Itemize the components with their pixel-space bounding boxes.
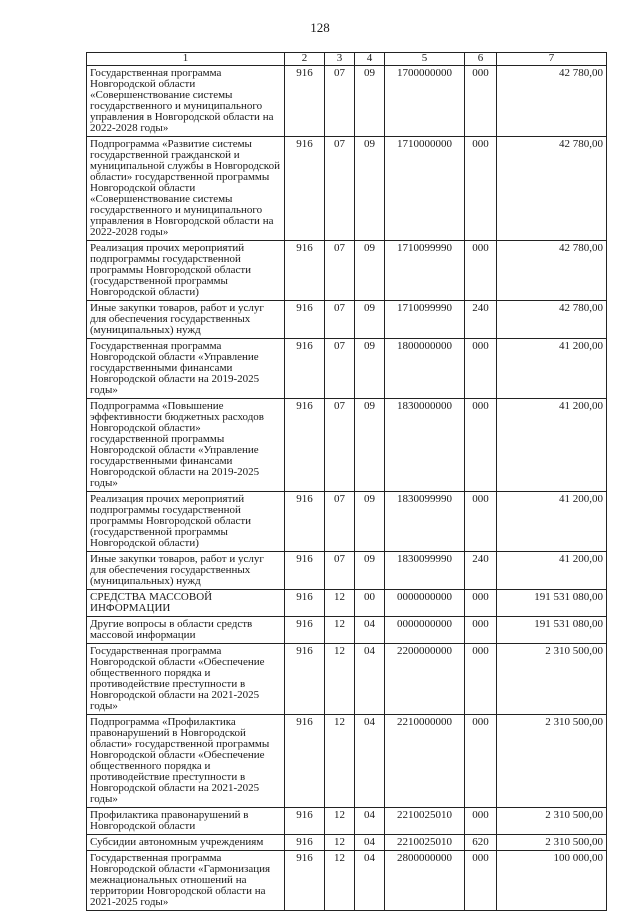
row-section-cell: 12 bbox=[325, 644, 355, 715]
row-name-cell: Другие вопросы в области средств массовой информации bbox=[87, 617, 285, 644]
row-name-cell: Иные закупки товаров, работ и услуг для обеспечения государственных (муниципальных) нужд bbox=[87, 301, 285, 339]
row-target-article-cell: 1710000000 bbox=[385, 137, 465, 241]
row-name-cell: СРЕДСТВА МАССОВОЙ ИНФОРМАЦИИ bbox=[87, 590, 285, 617]
row-subsection-cell: 09 bbox=[355, 492, 385, 552]
row-name-cell: Субсидии автономным учреждениям bbox=[87, 835, 285, 851]
row-target-article-cell: 1710099990 bbox=[385, 301, 465, 339]
table-row bbox=[87, 808, 607, 835]
row-target-article-cell: 2800000000 bbox=[385, 851, 465, 911]
row-section-cell: 07 bbox=[325, 137, 355, 241]
row-section-cell: 12 bbox=[325, 715, 355, 808]
row-ministry-code-cell: 916 bbox=[285, 590, 325, 617]
row-ministry-code-cell: 916 bbox=[285, 399, 325, 492]
row-section-cell: 07 bbox=[325, 339, 355, 399]
row-amount-cell: 41 200,00 bbox=[497, 492, 607, 552]
table-row bbox=[87, 644, 607, 715]
row-name-cell: Реализация прочих мероприятий подпрограммы государственной программы Новгородской области (государственной программы Новгородской области) bbox=[87, 241, 285, 301]
row-amount-cell: 41 200,00 bbox=[497, 552, 607, 590]
row-expense-type-cell: 000 bbox=[465, 66, 497, 137]
row-subsection-cell: 09 bbox=[355, 241, 385, 301]
row-target-article-cell: 2210025010 bbox=[385, 808, 465, 835]
row-name-cell: Профилактика правонарушений в Новгородской области bbox=[87, 808, 285, 835]
row-ministry-code-cell: 916 bbox=[285, 715, 325, 808]
row-target-article-cell: 2210025010 bbox=[385, 835, 465, 851]
row-expense-type-cell: 000 bbox=[465, 339, 497, 399]
table-row bbox=[87, 590, 607, 617]
row-ministry-code-cell: 916 bbox=[285, 301, 325, 339]
row-section-cell: 07 bbox=[325, 66, 355, 137]
row-expense-type-cell: 000 bbox=[465, 808, 497, 835]
row-expense-type-cell: 000 bbox=[465, 492, 497, 552]
table-row bbox=[87, 851, 607, 911]
row-expense-type-cell: 000 bbox=[465, 851, 497, 911]
row-target-article-cell: 0000000000 bbox=[385, 617, 465, 644]
row-section-cell: 12 bbox=[325, 851, 355, 911]
row-expense-type-cell: 000 bbox=[465, 617, 497, 644]
row-target-article-cell: 0000000000 bbox=[385, 590, 465, 617]
row-amount-cell: 100 000,00 bbox=[497, 851, 607, 911]
row-name-cell: Государственная программа Новгородской области «Управление государственными финансами Новгородской области на 2019-2025 годы» bbox=[87, 339, 285, 399]
row-subsection-cell: 04 bbox=[355, 644, 385, 715]
table-row bbox=[87, 835, 607, 851]
table-row bbox=[87, 399, 607, 492]
row-ministry-code-cell: 916 bbox=[285, 644, 325, 715]
row-ministry-code-cell: 916 bbox=[285, 339, 325, 399]
row-name-cell: Государственная программа Новгородской области «Гармонизация межнациональных отношений на территории Новгородской области на 2021-2025 годы» bbox=[87, 851, 285, 911]
row-target-article-cell: 2200000000 bbox=[385, 644, 465, 715]
row-section-cell: 12 bbox=[325, 835, 355, 851]
row-subsection-cell: 04 bbox=[355, 617, 385, 644]
row-amount-cell: 2 310 500,00 bbox=[497, 715, 607, 808]
row-expense-type-cell: 240 bbox=[465, 552, 497, 590]
row-subsection-cell: 09 bbox=[355, 137, 385, 241]
table-row bbox=[87, 301, 607, 339]
table-row bbox=[87, 492, 607, 552]
column-header: 2 bbox=[285, 53, 325, 66]
row-expense-type-cell: 000 bbox=[465, 137, 497, 241]
table-row bbox=[87, 241, 607, 301]
row-section-cell: 07 bbox=[325, 492, 355, 552]
table-row bbox=[87, 339, 607, 399]
row-subsection-cell: 09 bbox=[355, 66, 385, 137]
row-ministry-code-cell: 916 bbox=[285, 851, 325, 911]
row-name-cell: Государственная программа Новгородской области «Обеспечение общественного порядка и противодействие преступности в Новгородской области на 2021-2025 годы» bbox=[87, 644, 285, 715]
row-section-cell: 12 bbox=[325, 617, 355, 644]
row-amount-cell: 41 200,00 bbox=[497, 339, 607, 399]
column-header: 1 bbox=[87, 53, 285, 66]
row-target-article-cell: 1830099990 bbox=[385, 552, 465, 590]
row-amount-cell: 42 780,00 bbox=[497, 66, 607, 137]
row-ministry-code-cell: 916 bbox=[285, 617, 325, 644]
row-amount-cell: 2 310 500,00 bbox=[497, 835, 607, 851]
table-row bbox=[87, 715, 607, 808]
row-subsection-cell: 09 bbox=[355, 339, 385, 399]
table-row bbox=[87, 66, 607, 137]
row-amount-cell: 2 310 500,00 bbox=[497, 644, 607, 715]
row-name-cell: Иные закупки товаров, работ и услуг для обеспечения государственных (муниципальных) нужд bbox=[87, 552, 285, 590]
row-target-article-cell: 2210000000 bbox=[385, 715, 465, 808]
row-target-article-cell: 1830099990 bbox=[385, 492, 465, 552]
row-target-article-cell: 1710099990 bbox=[385, 241, 465, 301]
row-subsection-cell: 04 bbox=[355, 808, 385, 835]
row-subsection-cell: 04 bbox=[355, 851, 385, 911]
row-amount-cell: 41 200,00 bbox=[497, 399, 607, 492]
row-name-cell: Государственная программа Новгородской области «Совершенствование системы государственного и муниципального управления в Новгородской области на 2022-2028 годы» bbox=[87, 66, 285, 137]
column-header: 6 bbox=[465, 53, 497, 66]
row-ministry-code-cell: 916 bbox=[285, 835, 325, 851]
row-subsection-cell: 04 bbox=[355, 715, 385, 808]
row-target-article-cell: 1800000000 bbox=[385, 339, 465, 399]
table-row bbox=[87, 137, 607, 241]
row-amount-cell: 191 531 080,00 bbox=[497, 617, 607, 644]
page-number: 128 bbox=[310, 20, 330, 35]
row-name-cell: Реализация прочих мероприятий подпрограммы государственной программы Новгородской области (государственной программы Новгородской области) bbox=[87, 492, 285, 552]
row-ministry-code-cell: 916 bbox=[285, 137, 325, 241]
column-header: 5 bbox=[385, 53, 465, 66]
row-ministry-code-cell: 916 bbox=[285, 241, 325, 301]
budget-table bbox=[86, 52, 607, 911]
row-section-cell: 07 bbox=[325, 241, 355, 301]
row-name-cell: Подпрограмма «Развитие системы государственной гражданской и муниципальной службы в Новгородской области» государственной программы Новгородской области «Совершенствование системы государственного и муниципального управления в Новгородской области на 2022-2028 годы» bbox=[87, 137, 285, 241]
row-subsection-cell: 09 bbox=[355, 552, 385, 590]
row-expense-type-cell: 240 bbox=[465, 301, 497, 339]
row-subsection-cell: 09 bbox=[355, 399, 385, 492]
row-amount-cell: 42 780,00 bbox=[497, 301, 607, 339]
table-header-row bbox=[87, 53, 607, 66]
row-ministry-code-cell: 916 bbox=[285, 66, 325, 137]
row-section-cell: 07 bbox=[325, 552, 355, 590]
row-section-cell: 07 bbox=[325, 399, 355, 492]
row-amount-cell: 42 780,00 bbox=[497, 137, 607, 241]
row-expense-type-cell: 000 bbox=[465, 399, 497, 492]
row-name-cell: Подпрограмма «Профилактика правонарушений в Новгородской области» государственной программы Новгородской области «Обеспечение общественного порядка и противодействие преступности в Новгородской области на 2021-2025 годы» bbox=[87, 715, 285, 808]
column-header: 3 bbox=[325, 53, 355, 66]
row-subsection-cell: 00 bbox=[355, 590, 385, 617]
row-target-article-cell: 1830000000 bbox=[385, 399, 465, 492]
row-amount-cell: 2 310 500,00 bbox=[497, 808, 607, 835]
table-row bbox=[87, 617, 607, 644]
row-section-cell: 07 bbox=[325, 301, 355, 339]
row-subsection-cell: 09 bbox=[355, 301, 385, 339]
row-expense-type-cell: 000 bbox=[465, 715, 497, 808]
row-ministry-code-cell: 916 bbox=[285, 552, 325, 590]
row-subsection-cell: 04 bbox=[355, 835, 385, 851]
row-name-cell: Подпрограмма «Повышение эффективности бюджетных расходов Новгородской области» государственной программы Новгородской области «Управление государственными финансами Новгородской области на 2019-2025 годы» bbox=[87, 399, 285, 492]
column-header: 7 bbox=[497, 53, 607, 66]
row-amount-cell: 42 780,00 bbox=[497, 241, 607, 301]
table-row bbox=[87, 552, 607, 590]
row-expense-type-cell: 000 bbox=[465, 590, 497, 617]
row-expense-type-cell: 620 bbox=[465, 835, 497, 851]
row-ministry-code-cell: 916 bbox=[285, 808, 325, 835]
row-target-article-cell: 1700000000 bbox=[385, 66, 465, 137]
row-section-cell: 12 bbox=[325, 590, 355, 617]
row-expense-type-cell: 000 bbox=[465, 644, 497, 715]
row-expense-type-cell: 000 bbox=[465, 241, 497, 301]
row-amount-cell: 191 531 080,00 bbox=[497, 590, 607, 617]
column-header: 4 bbox=[355, 53, 385, 66]
row-ministry-code-cell: 916 bbox=[285, 492, 325, 552]
row-section-cell: 12 bbox=[325, 808, 355, 835]
